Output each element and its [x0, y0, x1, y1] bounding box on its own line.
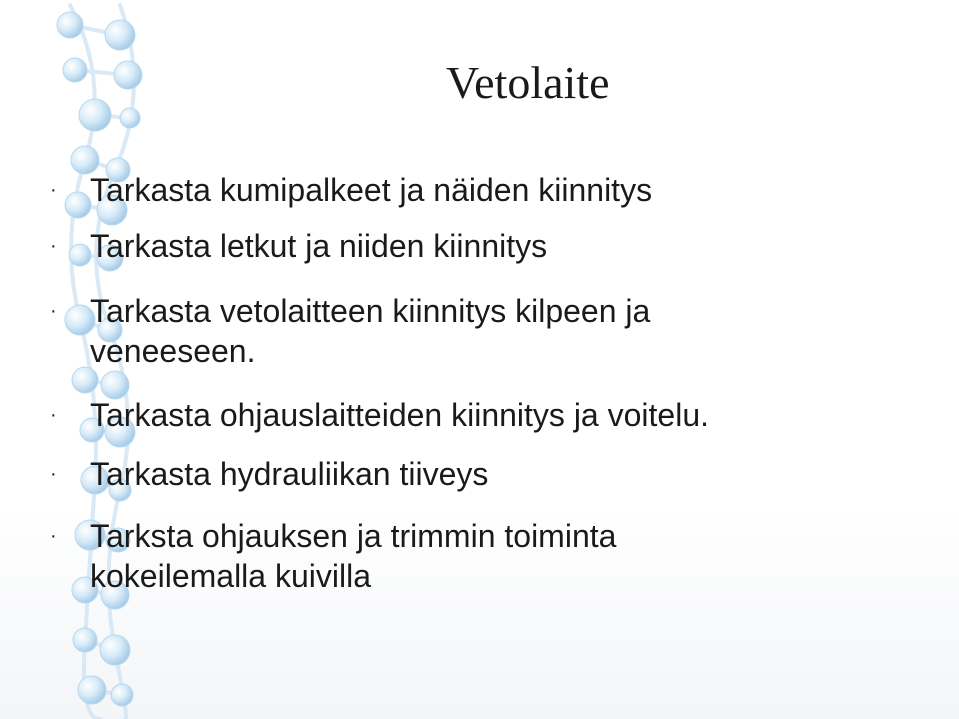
bullet-item: [50, 454, 910, 494]
bullet-item: [50, 395, 910, 435]
bullet-item: [50, 170, 910, 210]
bullet-marker: ·: [50, 300, 57, 322]
bullet-marker: ·: [50, 179, 57, 201]
bullet-item: [50, 516, 910, 596]
bullet-item: [50, 226, 910, 266]
bullet-text: Tarkasta vetolaitteen kiinnitys kilpeen ja: [90, 293, 651, 329]
bullet-text: Tarkasta kumipalkeet ja näiden kiinnitys: [90, 172, 653, 208]
bullet-marker: ·: [50, 463, 57, 485]
bullet-text: Tarkasta hydrauliikan tiiveys: [90, 456, 489, 492]
bullet-marker: ·: [50, 525, 57, 547]
bullet-text: Tarkasta ohjauslaitteiden kiinnitys ja voitelu.: [90, 397, 709, 433]
bullet-marker: ·: [50, 235, 57, 257]
bullet-text-continued: kokeilemalla kuivilla: [90, 558, 371, 594]
bullet-marker: ·: [50, 404, 57, 426]
bullet-text-continued: veneeseen.: [90, 333, 256, 369]
bullet-item: [50, 291, 910, 371]
slide-title: Vetolaite: [446, 57, 610, 108]
bullet-text: Tarkasta letkut ja niiden kiinnitys: [90, 228, 548, 264]
bullet-text: Tarksta ohjauksen ja trimmin toiminta: [90, 518, 617, 554]
